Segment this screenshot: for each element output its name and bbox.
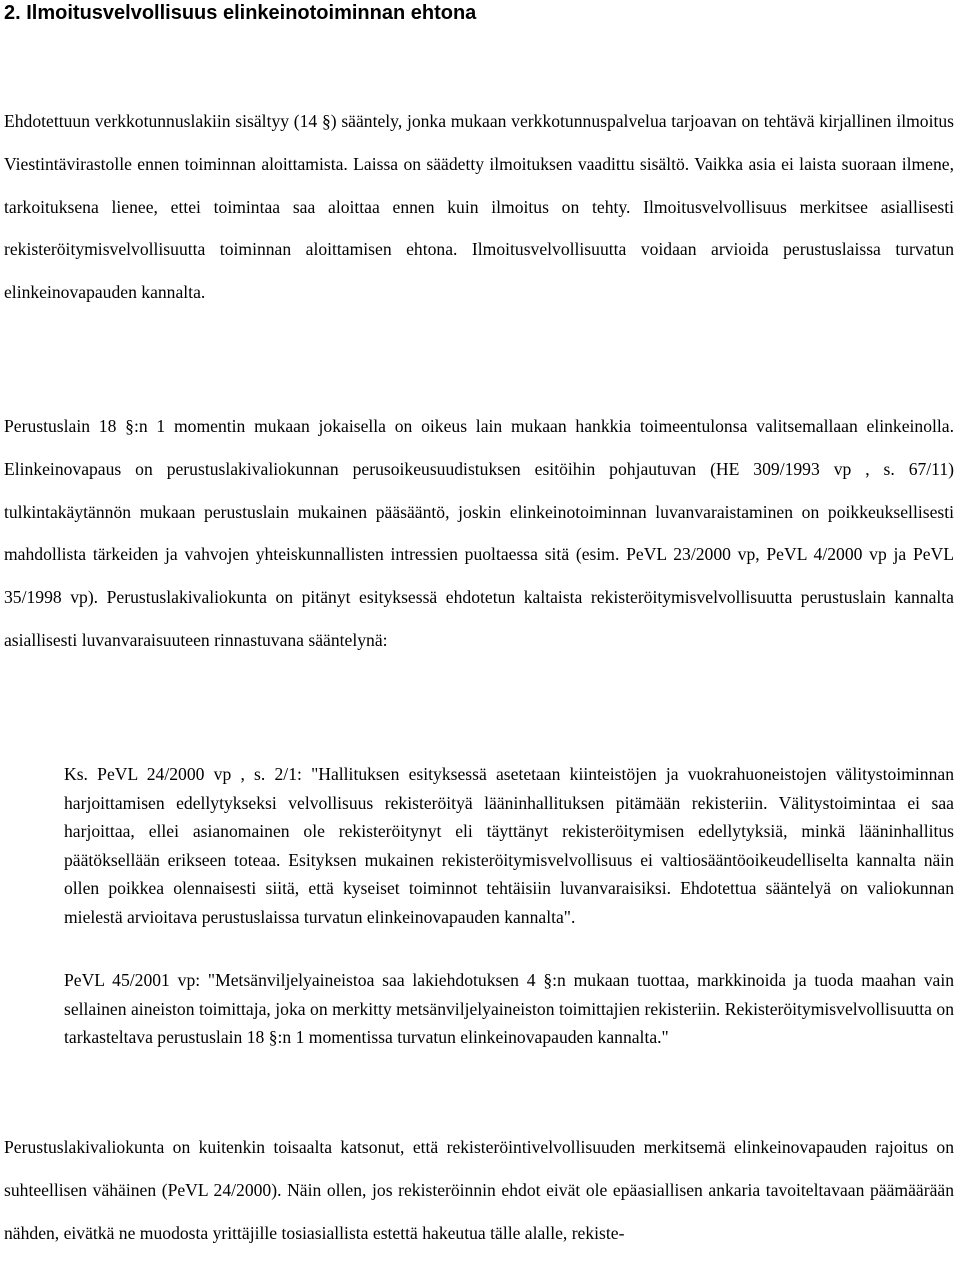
section-heading: 2. Ilmoitusvelvollisuus elinkeinotoiminnan ehtona	[4, 2, 477, 24]
quote-pevl-45-2001: PeVL 45/2001 vp: "Metsänviljelyaineistoa saa lakiehdotuksen 4 §:n mukaan tuottaa, markkinoida ja tuoda maahan vain sellainen aineiston toimittaja, joka on merkitty metsänviljelyaineiston toimittajien rekisteriin. Rekisteröitymisvelvollisuutta on tarkasteltava perustuslain 18 §:n 1 momentissa turvatun elinkeinovapauden kannalta."	[64, 970, 954, 1047]
paragraph-registration-restriction: Perustuslakivaliokunta on kuitenkin toisaalta katsonut, että rekisteröintivelvollisuuden merkitsemä elinkeinovapauden rajoitus on suhteellisen vähäinen (PeVL 24/2000). Näin ollen, jos rekisteröinnin ehdot eivät ole epäasiallisen ankaria tavoiteltavaan päämäärään nähden, eivätkä ne muodosta yrittäjille tosiasiallista estettä hakeutua tälle alalle, rekiste-	[4, 1137, 954, 1243]
paragraph-constitution-section-18: Perustuslain 18 §:n 1 momentin mukaan jokaisella on oikeus lain mukaan hankkia toimeentulonsa valitsemallaan elinkeinolla. Elinkeinovapaus on perustuslakivaliokunnan perusoikeusuudistuksen esitöihin pohjautuvan (HE 309/1993 vp , s. 67/11) tulkintakäytännön mukaan perustuslain mukainen pääsääntö, joskin elinkeinotoiminnan luvanvaraistaminen on poikkeuksellisesti mahdollista tärkeiden ja vahvojen yhteiskunnallisten intressien puoltaessa sitä (esim. PeVL 23/2000 vp, PeVL 4/2000 vp ja PeVL 35/1998 vp). Perustuslakivaliokunta on pitänyt esityksessä ehdotetun kaltaista rekisteröitymisvelvollisuutta perustuslain kannalta asiallisesti luvanvaraisuuteen rinnastuvana sääntelynä:	[4, 416, 954, 650]
paragraph-notification-duty: Ehdotettuun verkkotunnuslakiin sisältyy (14 §) sääntely, jonka mukaan verkkotunnuspalvelua tarjoavan on tehtävä kirjallinen ilmoitus Viestintävirastolle ennen toiminnan aloittamista. Laissa on säädetty ilmoituksen vaadittu sisältö. Vaikka asia ei laista suoraan ilmene, tarkoituksena lienee, ettei toimintaa saa aloittaa ennen kuin ilmoitus on tehty. Ilmoitusvelvollisuus merkitsee asiallisesti rekisteröitymisvelvollisuutta toiminnan aloittamisen ehtona. Ilmoitusvelvollisuutta voidaan arvioida perustuslaissa turvatun elinkeinovapauden kannalta.	[4, 111, 954, 303]
quote-pevl-24-2000: Ks. PeVL 24/2000 vp , s. 2/1: "Hallituksen esityksessä asetetaan kiinteistöjen ja vuokrahuoneistojen välitystoiminnan harjoittamisen edellytykseksi velvollisuus rekisteröityä lääninhallituksen pitämään rekisteriin. Välitystoimintaa ei saa harjoittaa, ellei asianomainen ole rekisteröitynyt eli täyttänyt rekisteröitymisen edellytyksiä, minkä lääninhallitus päätöksellään erikseen toteaa. Esityksen mukainen rekisteröitymisvelvollisuus ei valtiosääntöoikeudelliselta kannalta näin ollen poikkea olennaisesti siitä, että kyseiset toiminnot tehtäisiin luvanvaraisiksi. Ehdotettua sääntelyä on valiokunnan mielestä arvioitava perustuslaissa turvatun elinkeinovapauden kannalta".	[64, 764, 954, 927]
